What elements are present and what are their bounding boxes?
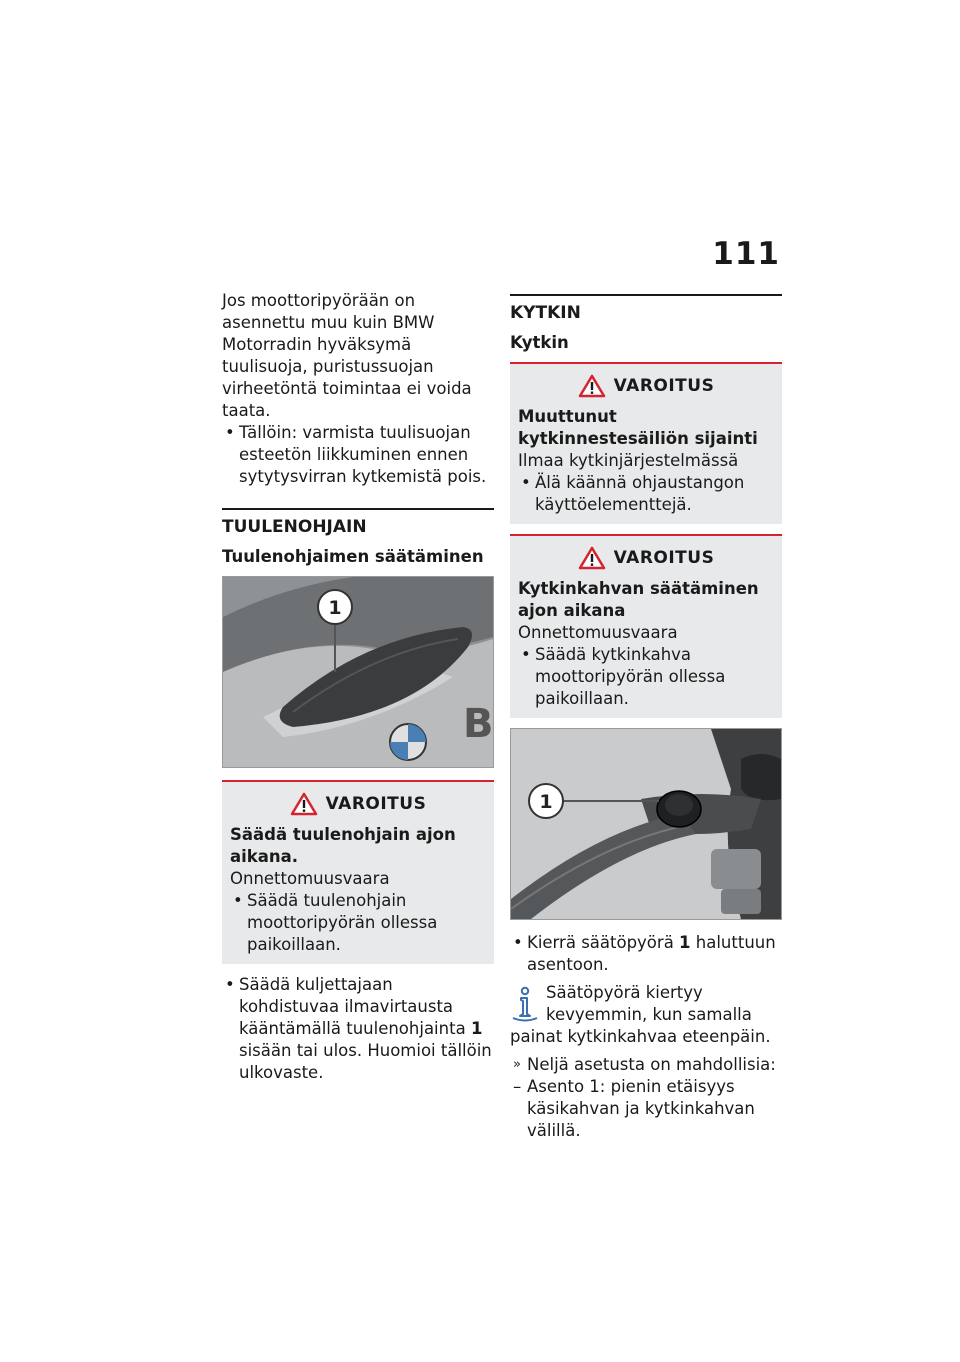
warning-subtitle: Säädä tuulenohjain ajon aikana. bbox=[230, 825, 456, 866]
page-number: 111 bbox=[712, 236, 780, 272]
info-note bbox=[510, 982, 782, 1048]
warning-subtitle: Muuttunut kytkinnestesäiliön sijainti bbox=[518, 407, 758, 448]
warning-box-reservoir bbox=[510, 362, 782, 524]
warning-bullet: • Säädä tuulenohjain moottoripyörän ollessa paikoillaan. bbox=[230, 890, 486, 956]
intro-bullet: • Tällöin: varmista tuulisuojan esteetön liikkuminen ennen sytytysvirran kytkemistä pois. bbox=[222, 422, 494, 488]
info-icon bbox=[510, 982, 540, 1022]
warning-title: VAROITUS bbox=[613, 548, 715, 568]
warning-box-windshield bbox=[222, 780, 494, 964]
windshield-step: • Säädä kuljettajaan kohdistuvaa ilmavirtausta kääntämällä tuulenohjainta 1 sisään tai ulos. Huomioi tällöin ulkovaste. bbox=[222, 974, 494, 1084]
section-title-kytkin: KYTKIN bbox=[510, 294, 782, 324]
warning-triangle-icon bbox=[290, 792, 318, 816]
clutch-figure bbox=[510, 728, 782, 920]
warning-title: VAROITUS bbox=[325, 794, 427, 814]
clutch-illustration bbox=[511, 729, 781, 919]
warning-hazard: Onnettomuusvaara bbox=[230, 869, 390, 888]
figure-callout-1: 1 bbox=[328, 597, 342, 619]
subsection-title-kytkin: Kytkin bbox=[510, 333, 569, 352]
warning-hazard: Onnettomuusvaara bbox=[518, 623, 678, 642]
subsection-title-tuulenohjain: Tuulenohjaimen säätäminen bbox=[222, 547, 484, 566]
intro-paragraph: Jos moottoripyörään on asennettu muu kuin BMW Motorradin hyväksymä tuulisuoja, puristussuojan virheetöntä toimintaa ei voida taata. bbox=[222, 291, 472, 420]
windshield-illustration bbox=[223, 577, 493, 767]
warning-triangle-icon bbox=[578, 374, 606, 398]
warning-bullet: • Älä käännä ohjaustangon käyttöelementtejä. bbox=[518, 472, 774, 516]
clutch-step: • Kierrä säätöpyörä 1 haluttuun asentoon. bbox=[510, 932, 782, 976]
figure-callout-1: 1 bbox=[539, 791, 553, 813]
info-note-text: Säätöpyörä kiertyy kevyemmin, kun samalla painat kytkinkahvaa eteenpäin. bbox=[510, 983, 771, 1046]
right-column bbox=[510, 290, 782, 1142]
warning-bullet: • Säädä kytkinkahva moottoripyörän ollessa paikoillaan. bbox=[518, 644, 774, 710]
warning-title: VAROITUS bbox=[613, 376, 715, 396]
warning-hazard: Ilmaa kytkinjärjestelmässä bbox=[518, 451, 739, 470]
svg-text:B: B bbox=[463, 701, 493, 747]
left-column bbox=[222, 290, 494, 1084]
dash-item: – Asento 1: pienin etäisyys käsikahvan ja kytkinkahvan välillä. bbox=[510, 1076, 782, 1142]
result-item: » Neljä asetusta on mahdollisia: bbox=[510, 1054, 782, 1076]
warning-box-clutch-lever bbox=[510, 534, 782, 718]
windshield-figure bbox=[222, 576, 494, 768]
section-title-tuulenohjain: TUULENOHJAIN bbox=[222, 508, 494, 538]
warning-triangle-icon bbox=[578, 546, 606, 570]
warning-subtitle: Kytkinkahvan säätäminen ajon aikana bbox=[518, 579, 759, 620]
